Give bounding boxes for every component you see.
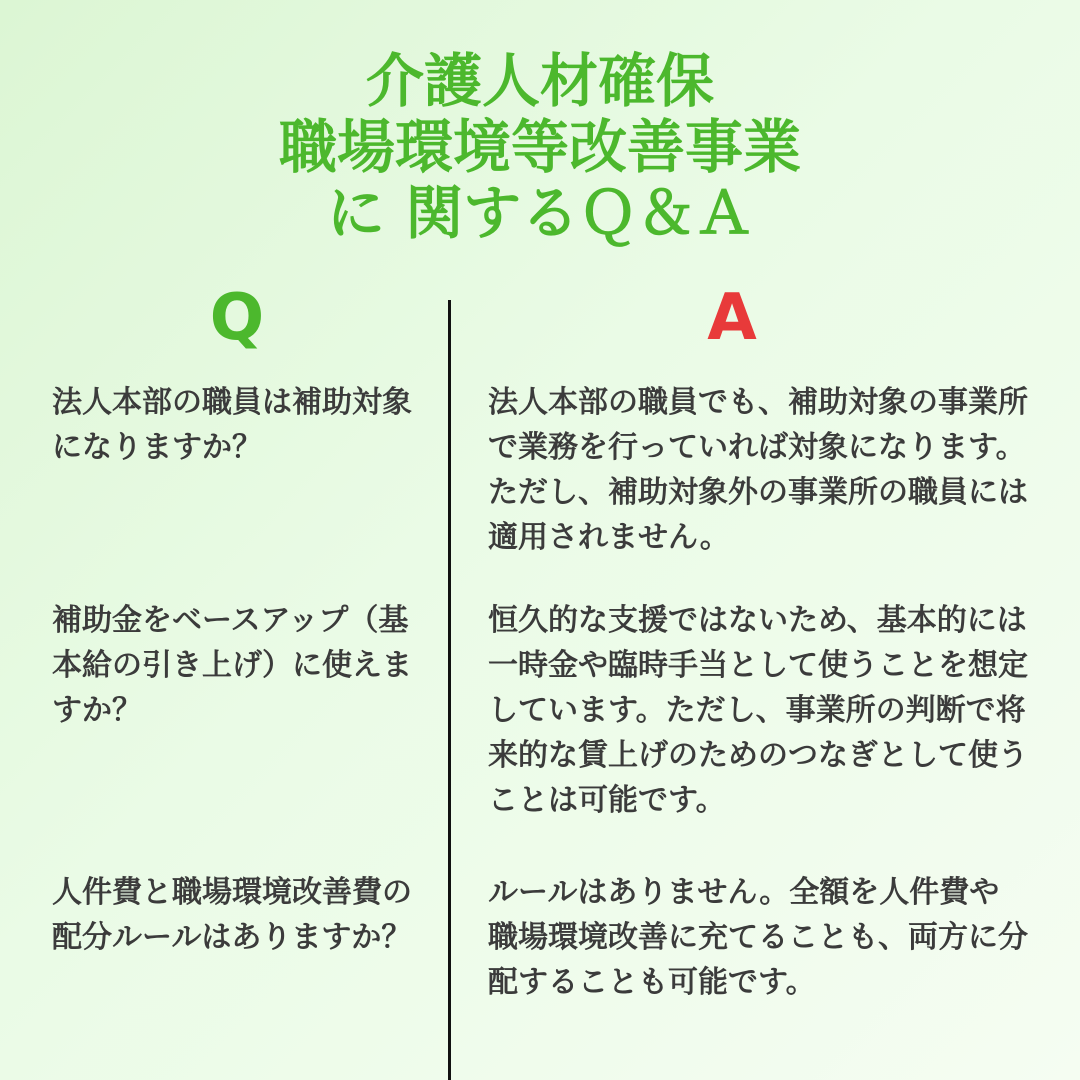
title-line-3: に 関するＱ＆Ａ (326, 179, 754, 247)
page-title (0, 48, 1080, 246)
question-column-header: Q (209, 281, 265, 355)
title-line-1: 介護人材確保 (365, 47, 714, 115)
column-divider (448, 300, 451, 1080)
question-2: 補助金をベースアップ（基本給の引き上げ）に使えますか？ (52, 603, 412, 728)
title-line-2: 職場環境等改善事業 (278, 113, 801, 181)
answer-column-header: A (707, 281, 757, 355)
question-3: 人件費と職場環境改善費の配分ルールはありますか？ (52, 875, 412, 955)
answer-1: 法人本部の職員でも、補助対象の事業所で業務を行っていれば対象になります。ただし、補助対象外の事業所の職員には適用されません。 (488, 385, 1028, 555)
answer-2: 恒久的な支援ではないため、基本的には一時金や臨時手当として使うことを想定しています。ただし、事業所の判断で将来的な賃上げのためのつなぎとして使うことは可能です。 (488, 603, 1028, 818)
question-1: 法人本部の職員は補助対象になりますか？ (52, 385, 412, 465)
answer-3: ルールはありません。全額を人件費や職場環境改善に充てることも、両方に分配することも可能です。 (488, 875, 1028, 1000)
